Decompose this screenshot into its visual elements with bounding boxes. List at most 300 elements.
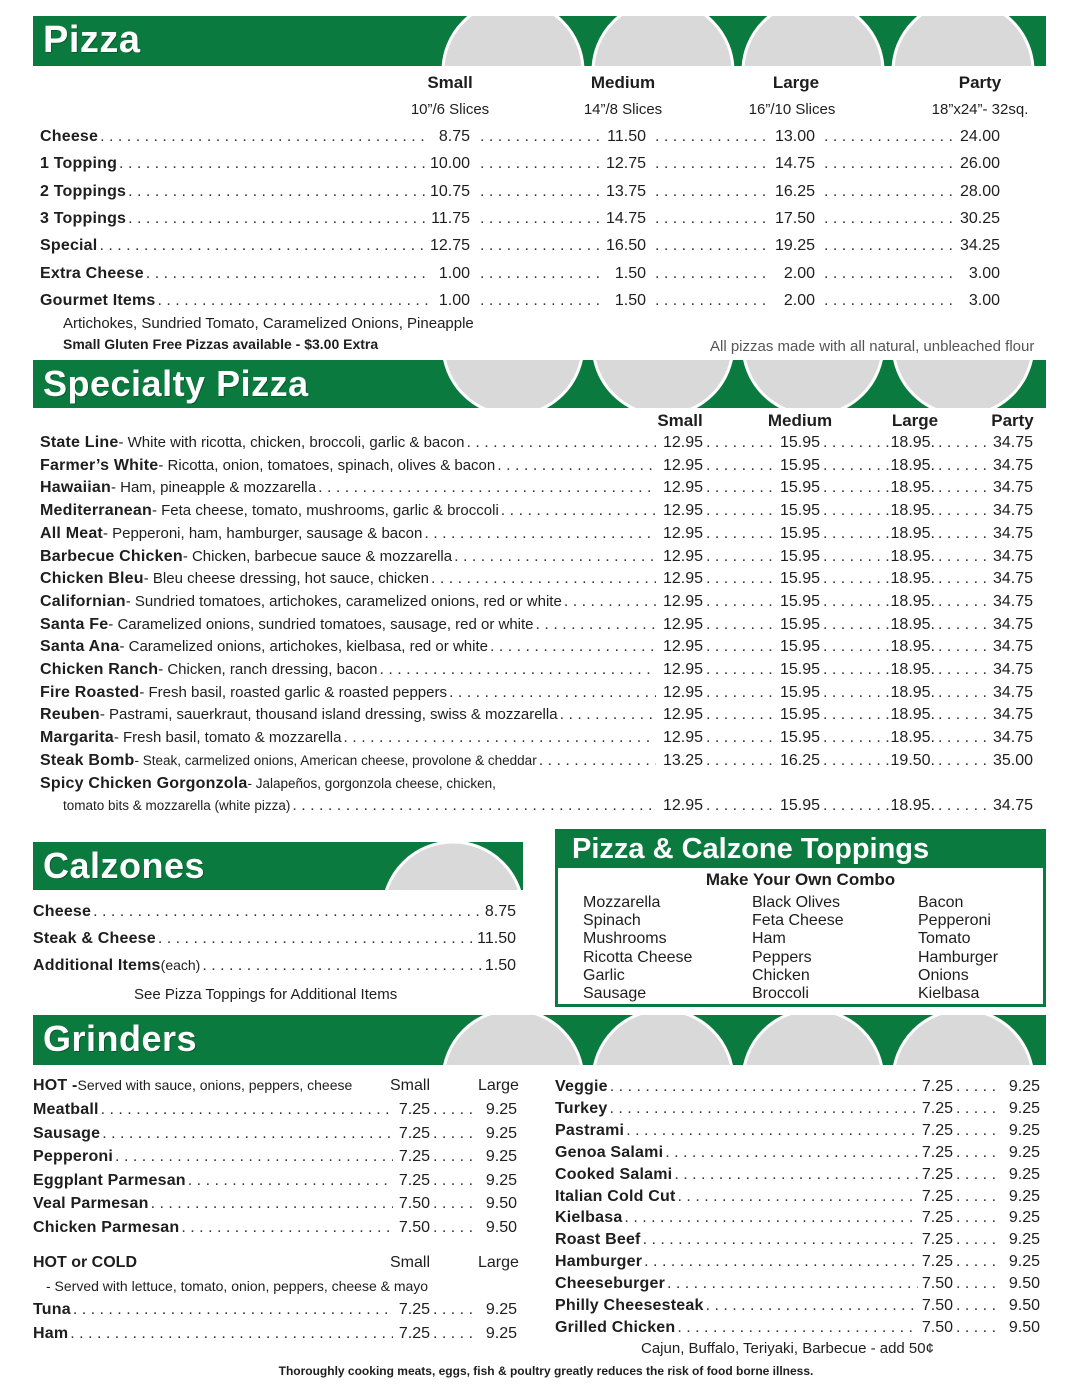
dot-leader — [956, 1188, 997, 1206]
specialty-banner — [33, 360, 1046, 408]
grinder-item-name: Kielbasa — [555, 1209, 623, 1227]
specialty-price: 18.95. — [890, 570, 935, 588]
specialty-item-desc-2: tomato bits & mozzarella (white pizza) — [63, 798, 291, 813]
specialty-item-name: Hawaiian — [40, 479, 111, 497]
pizza-size-party-detail: 18”x24”- 32sq. — [931, 101, 1029, 118]
specialty-price: 16.25 — [779, 751, 820, 769]
dot-leader — [655, 292, 769, 310]
specialty-price: 35.00 — [992, 751, 1033, 769]
specialty-row-santa-ana — [40, 638, 658, 656]
grinder-hotcold-item-name: Tuna — [33, 1301, 71, 1318]
topping-broccoli: Broccoli — [752, 985, 809, 1002]
grinder-row-philly-cheesesteak — [555, 1297, 920, 1315]
specialty-price: 18.95. — [890, 434, 935, 451]
dot-leader — [706, 638, 774, 656]
specialty-item-name: Farmer’s White — [40, 456, 159, 474]
specialty-item-desc: - Caramelized onions, artichokes, kielbasa, red or white — [119, 638, 488, 656]
pizza-banner — [33, 16, 1046, 66]
specialty-row-californian — [40, 593, 658, 611]
dot-leader — [706, 479, 774, 497]
grinder-hot-price-large: 9.50 — [485, 1195, 517, 1213]
grinder-price-small: 7.25 — [921, 1187, 953, 1205]
hot-size-small: Small — [390, 1077, 431, 1094]
dot-leader — [706, 525, 774, 543]
dot-leader — [610, 1078, 918, 1096]
grinder-row-roast-beef — [555, 1231, 920, 1249]
grinder-row-cheeseburger — [555, 1275, 920, 1293]
grinder-hot-price-large: 9.25 — [485, 1171, 517, 1189]
specialty-price: 18.95. — [890, 547, 935, 565]
grinder-hot-price-small: 7.50 — [398, 1219, 430, 1236]
dot-leader — [938, 752, 987, 770]
specialty-item-name: Reuben — [40, 706, 100, 724]
dot-leader — [706, 548, 774, 566]
grinder-hot-item-name: Pepperoni — [33, 1148, 114, 1166]
grinder-hot-price-large: 9.50 — [485, 1219, 517, 1236]
dot-leader — [480, 128, 600, 146]
grinder-price-large: 9.25 — [1008, 1231, 1040, 1249]
dot-leader — [181, 1219, 393, 1237]
dot-leader — [497, 457, 656, 475]
specialty-price: 18.95. — [890, 661, 935, 678]
dot-leader — [677, 1319, 918, 1337]
pizza-price: 14.75 — [774, 155, 815, 173]
pizza-price: 16.50 — [605, 237, 646, 255]
pizza-row-special — [40, 237, 430, 255]
grinder-price-small: 7.25 — [921, 1121, 953, 1139]
dot-leader — [706, 706, 774, 724]
pizza-price: 1.00 — [438, 291, 470, 309]
dot-leader — [938, 684, 987, 702]
dot-leader — [823, 593, 889, 611]
grinder-price-small: 7.25 — [921, 1165, 953, 1183]
specialty-price: 34.75 — [992, 456, 1033, 474]
specialty-price: 15.95 — [779, 661, 820, 678]
pizza-row-gourmet-items — [40, 292, 430, 310]
dot-leader — [480, 237, 600, 255]
pizza-price: 34.25 — [959, 237, 1000, 255]
grinder-row-grilled-chicken — [555, 1319, 920, 1337]
pizza-item-name: 3 Toppings — [40, 209, 127, 227]
grinder-price-small: 7.25 — [921, 1231, 953, 1249]
grinder-price-large: 9.25 — [1008, 1253, 1040, 1271]
specialty-item-desc: - Ricotta, onion, tomatoes, spinach, olives & bacon — [158, 456, 496, 474]
dot-leader — [188, 1172, 393, 1190]
pizza-price: 1.50 — [614, 264, 646, 282]
specialty-item-desc: - Bleu cheese dressing, hot sauce, chicken — [143, 570, 429, 588]
dot-leader — [128, 210, 428, 228]
specialty-item-desc: - Fresh basil, roasted garlic & roasted peppers — [139, 683, 447, 701]
specialty-price: 18.95. — [890, 797, 935, 814]
dot-leader — [93, 903, 483, 921]
grinder-price-small: 7.50 — [921, 1318, 953, 1336]
specialty-item-desc: - Pastrami, sauerkraut, thousand island dressing, swiss & mozzarella — [99, 706, 558, 724]
dot-leader — [824, 128, 954, 146]
specialty-price: 34.75 — [992, 524, 1033, 542]
toppings-title: Pizza & Calzone Toppings — [572, 833, 930, 865]
pizza-circles-decoration — [33, 16, 1046, 66]
calzone-item-name: Additional Items — [33, 957, 161, 974]
grinder-hot-price-large: 9.25 — [485, 1124, 517, 1142]
topping-hamburger: Hamburger — [918, 948, 999, 966]
grinder-row-italian-cold-cut — [555, 1188, 920, 1206]
grinder-price-large: 9.25 — [1008, 1143, 1040, 1161]
pizza-price: 3.00 — [968, 264, 1000, 282]
dot-leader — [956, 1144, 997, 1162]
dot-leader — [202, 957, 483, 975]
topping-ricotta-cheese: Ricotta Cheese — [583, 948, 693, 966]
pizza-price: 14.75 — [605, 209, 646, 227]
specialty-row-chicken-ranch — [40, 661, 658, 679]
pizza-size-small: Small — [427, 73, 473, 92]
specialty-item-name: Spicy Chicken Gorgonzola — [40, 775, 248, 792]
grinder-hot-row-pepperoni — [33, 1148, 395, 1166]
gourmet-list: Artichokes, Sundried Tomato, Caramelized Onions, Pineapple — [63, 315, 474, 332]
pizza-price: 30.25 — [959, 209, 1000, 227]
dot-leader — [539, 752, 656, 770]
specialty-price: 15.95 — [779, 479, 820, 497]
dot-leader — [824, 237, 954, 255]
specialty-item-desc: - Fresh basil, tomato & mozzarella — [113, 729, 342, 747]
pizza-size-party: Party — [958, 73, 1002, 92]
dot-leader — [706, 684, 774, 702]
specialty-item-desc: - Ham, pineapple & mozzarella — [110, 479, 317, 497]
dot-leader — [938, 616, 987, 634]
calzone-price: 1.50 — [484, 957, 516, 974]
specialty-price: 15.95 — [779, 456, 820, 474]
dot-leader — [706, 661, 774, 679]
dot-leader — [938, 706, 987, 724]
specialty-item-name: All Meat — [40, 524, 103, 542]
specialty-price: 18.95. — [890, 683, 935, 701]
grinder-hot-row-veal-parmesan — [33, 1195, 395, 1213]
grinder-item-name: Cheeseburger — [555, 1275, 665, 1293]
calzone-item-extra: (each) — [160, 957, 201, 973]
pizza-price: 16.25 — [774, 182, 815, 200]
dot-leader — [73, 1301, 393, 1319]
specialty-price: 15.95 — [779, 592, 820, 610]
hotcold-size-small: Small — [390, 1254, 431, 1271]
pizza-title: Pizza — [43, 19, 141, 61]
specialty-price: 34.75 — [992, 683, 1033, 701]
pizza-price: 11.50 — [607, 128, 646, 145]
specialty-item-desc: - Feta cheese, tomato, mushrooms, garlic & broccoli — [151, 502, 499, 520]
dot-leader — [480, 183, 600, 201]
specialty-price: 15.95 — [779, 524, 820, 542]
specialty-price: 12.95 — [662, 706, 703, 724]
specialty-price: 12.95 — [662, 592, 703, 610]
hot-label: HOT - — [33, 1077, 78, 1094]
dot-leader — [480, 210, 600, 228]
topping-pepperoni: Pepperoni — [918, 912, 991, 930]
grinder-item-name: Philly Cheesesteak — [555, 1297, 704, 1314]
grinder-hotcold-row-tuna — [33, 1301, 395, 1319]
pizza-price: 17.50 — [774, 209, 815, 227]
pizza-price: 13.00 — [774, 128, 815, 145]
grinder-hot-price-small: 7.50 — [398, 1195, 430, 1213]
toppings-subtitle: Make Your Own Combo — [705, 870, 896, 889]
grinder-hotcold-price-large: 9.25 — [485, 1301, 517, 1318]
sauce-note: Cajun, Buffalo, Teriyaki, Barbecue - add 50¢ — [641, 1340, 934, 1357]
specialty-price: 34.75 — [992, 570, 1033, 588]
dot-leader — [823, 729, 889, 747]
pizza-price: 10.00 — [429, 155, 470, 173]
grinder-hot-item-name: Meatball — [33, 1101, 99, 1118]
dot-leader — [379, 661, 656, 679]
dot-leader — [102, 1125, 393, 1143]
specialty-row-state-line — [40, 434, 658, 452]
grinder-hotcold-price-small: 7.25 — [398, 1324, 430, 1342]
dot-leader — [655, 210, 769, 228]
grinder-hotcold-price-small: 7.25 — [398, 1301, 430, 1318]
grinder-hot-item-name: Eggplant Parmesan — [33, 1171, 186, 1189]
specialty-price: 34.75 — [992, 638, 1033, 656]
hotcold-label: HOT or COLD — [33, 1254, 137, 1271]
dot-leader — [823, 616, 889, 634]
specialty-item-name: Barbecue Chicken — [40, 547, 183, 565]
specialty-item-name: Margarita — [40, 729, 114, 747]
specialty-row-chicken-bleu — [40, 570, 658, 588]
specialty-item-name: Santa Fe — [40, 615, 109, 633]
dot-leader — [706, 434, 774, 452]
dot-leader — [433, 1195, 474, 1213]
dot-leader — [824, 265, 954, 283]
grinder-hot-item-name: Sausage — [33, 1124, 101, 1142]
grinder-hot-price-small: 7.25 — [398, 1101, 430, 1118]
specialty-size-small: Small — [657, 411, 703, 430]
dot-leader — [480, 265, 600, 283]
grinder-price-large: 9.50 — [1008, 1275, 1040, 1293]
dot-leader — [101, 1101, 393, 1119]
dot-leader — [824, 183, 954, 201]
dot-leader — [706, 502, 774, 520]
hotcold-size-large: Large — [478, 1254, 519, 1271]
pizza-row-1-topping — [40, 155, 430, 173]
grinder-item-name: Turkey — [555, 1099, 608, 1117]
dot-leader — [956, 1253, 997, 1271]
dot-leader — [655, 265, 769, 283]
specialty-price: 34.75 — [992, 434, 1033, 451]
topping-ham: Ham — [752, 930, 786, 948]
pizza-row-3-toppings — [40, 210, 430, 228]
dot-leader — [158, 292, 428, 310]
footer-note: Thoroughly cooking meats, eggs, fish & poultry greatly reduces the risk of food borne illness. — [278, 1364, 814, 1378]
grinder-price-small: 7.50 — [921, 1297, 953, 1314]
dot-leader — [490, 638, 656, 656]
dot-leader — [678, 1188, 918, 1206]
specialty-price: 12.95 — [662, 434, 703, 451]
dot-leader — [433, 1101, 474, 1119]
dot-leader — [609, 1100, 918, 1118]
pizza-price: 19.25 — [774, 237, 815, 255]
dot-leader — [823, 661, 889, 679]
specialty-price: 15.95 — [779, 797, 820, 814]
specialty-price: 18.95. — [890, 706, 935, 724]
dot-leader — [454, 548, 656, 566]
grinder-hot-price-large: 9.25 — [485, 1101, 517, 1118]
dot-leader — [564, 593, 656, 611]
dot-leader — [823, 457, 889, 475]
grinder-row-turkey — [555, 1100, 920, 1118]
dot-leader — [938, 479, 987, 497]
specialty-price: 15.95 — [779, 547, 820, 565]
specialty-price: 12.95 — [662, 479, 703, 497]
calzone-row-steak-cheese — [33, 930, 516, 948]
dot-leader — [824, 210, 954, 228]
specialty-price: 12.95 — [662, 456, 703, 474]
topping-black-olives: Black Olives — [752, 894, 841, 911]
dot-leader — [956, 1078, 997, 1096]
pizza-size-large-detail: 16”/10 Slices — [748, 101, 836, 118]
pizza-price: 3.00 — [968, 291, 1000, 309]
dot-leader — [665, 1144, 918, 1162]
grinder-hot-item-name: Veal Parmesan — [33, 1195, 149, 1213]
pizza-item-name: 1 Topping — [40, 155, 118, 173]
dot-leader — [823, 684, 889, 702]
dot-leader — [424, 525, 656, 543]
pizza-price: 26.00 — [959, 155, 1000, 173]
specialty-price: 18.95. — [890, 524, 935, 542]
dot-leader — [100, 128, 428, 146]
dot-leader — [433, 1125, 474, 1143]
dot-leader — [956, 1100, 997, 1118]
specialty-item-desc: - Steak, carmelized onions, American cheese, provolone & cheddar — [134, 752, 537, 768]
dot-leader — [536, 616, 656, 634]
specialty-item-name: Californian — [40, 592, 126, 610]
grinder-price-large: 9.50 — [1008, 1297, 1040, 1314]
dot-leader — [667, 1275, 918, 1293]
specialty-price: 34.75 — [992, 547, 1033, 565]
topping-mozzarella: Mozzarella — [583, 894, 661, 911]
dot-leader — [938, 661, 987, 679]
dot-leader — [466, 434, 656, 452]
dot-leader — [655, 183, 769, 201]
specialty-price: 12.95 — [662, 729, 703, 747]
topping-garlic: Garlic — [583, 966, 625, 984]
specialty-row-spicy-chicken-gorgonzola-cont — [63, 797, 658, 815]
grinder-price-small: 7.50 — [921, 1275, 953, 1293]
specialty-row-all-meat — [40, 525, 658, 543]
dot-leader — [938, 548, 987, 566]
dot-leader — [938, 797, 987, 815]
grinder-price-large: 9.25 — [1008, 1099, 1040, 1117]
calzone-item-name: Steak & Cheese — [33, 930, 156, 947]
grinder-price-large: 9.25 — [1008, 1187, 1040, 1205]
specialty-item-name: Fire Roasted — [40, 683, 140, 701]
grinder-hot-price-large: 9.25 — [485, 1148, 517, 1166]
grinder-hot-row-eggplant-parmesan — [33, 1172, 395, 1190]
dot-leader — [938, 593, 987, 611]
calzones-title: Calzones — [43, 845, 206, 886]
grinder-price-small: 7.25 — [921, 1209, 953, 1227]
specialty-row-reuben — [40, 706, 658, 724]
topping-tomato: Tomato — [918, 930, 971, 948]
grinders-title: Grinders — [43, 1018, 198, 1059]
dot-leader — [938, 525, 987, 543]
pizza-price: 12.75 — [605, 155, 646, 173]
topping-bacon: Bacon — [918, 894, 964, 911]
dot-leader — [431, 570, 656, 588]
dot-leader — [823, 752, 889, 770]
grinder-item-name: Cooked Salami — [555, 1165, 673, 1183]
specialty-row-farmer-s-white — [40, 457, 658, 475]
specialty-price: 18.95. — [890, 638, 935, 656]
specialty-price: 12.95 — [662, 615, 703, 633]
specialty-item-name: Santa Ana — [40, 638, 120, 656]
grinder-hotcold-row-ham — [33, 1325, 395, 1343]
grinder-hot-item-name: Chicken Parmesan — [33, 1219, 180, 1236]
dot-leader — [151, 1195, 393, 1213]
topping-spinach: Spinach — [583, 912, 641, 930]
specialty-row-mediterranean — [40, 502, 658, 520]
dot-leader — [70, 1325, 393, 1343]
pizza-price: 10.75 — [429, 182, 470, 200]
dot-leader — [318, 479, 656, 497]
topping-chicken: Chicken — [752, 966, 810, 984]
dot-leader — [343, 729, 656, 747]
specialty-price: 18.95. — [890, 502, 935, 520]
specialty-item-desc: - Pepperoni, ham, hamburger, sausage & bacon — [102, 524, 423, 542]
grinder-price-small: 7.25 — [921, 1253, 953, 1271]
specialty-item-name: Chicken Bleu — [40, 570, 144, 588]
pizza-item-name: Special — [40, 237, 98, 255]
dot-leader — [706, 1297, 918, 1315]
specialty-item-desc: - Sundried tomatoes, artichokes, caramelized onions, red or white — [125, 592, 562, 610]
specialty-price: 34.75 — [992, 661, 1033, 678]
dot-leader — [823, 502, 889, 520]
pizza-size-medium-detail: 14”/8 Slices — [583, 101, 663, 118]
dot-leader — [824, 292, 954, 310]
specialty-price: 34.75 — [992, 592, 1033, 610]
specialty-size-party: Party — [991, 411, 1034, 430]
dot-leader — [823, 434, 889, 452]
grinder-row-genoa-salami — [555, 1144, 920, 1162]
dot-leader — [823, 548, 889, 566]
grinder-row-cooked-salami — [555, 1166, 920, 1184]
dot-leader — [938, 570, 987, 588]
pizza-price: 8.75 — [438, 128, 470, 145]
calzone-row-cheese — [33, 903, 516, 921]
topping-kielbasa: Kielbasa — [918, 985, 980, 1002]
flour-note: All pizzas made with all natural, unbleached flour — [710, 338, 1035, 355]
grinder-row-veggie — [555, 1078, 920, 1096]
specialty-row-spicy-chicken-gorgonzola — [40, 775, 496, 793]
pizza-price: 2.00 — [783, 291, 815, 309]
dot-leader — [706, 570, 774, 588]
dot-leader — [501, 502, 656, 520]
pizza-price: 1.00 — [438, 264, 470, 282]
specialty-item-desc: - White with ricotta, chicken, broccoli, garlic & bacon — [118, 434, 465, 451]
specialty-title: Specialty Pizza — [43, 363, 309, 404]
specialty-price: 12.95 — [662, 638, 703, 656]
hot-size-large: Large — [478, 1077, 519, 1094]
dot-leader — [643, 1231, 918, 1249]
specialty-price: 18.95. — [890, 479, 935, 497]
dot-leader — [706, 616, 774, 634]
hot-desc: Served with sauce, onions, peppers, cheese — [77, 1077, 353, 1093]
pizza-price: 28.00 — [959, 182, 1000, 200]
specialty-item-name: Chicken Ranch — [40, 661, 159, 678]
dot-leader — [938, 502, 987, 520]
pizza-price: 2.00 — [783, 264, 815, 282]
pizza-size-large: Large — [772, 73, 820, 92]
grinder-price-small: 7.25 — [921, 1143, 953, 1161]
grinders-banner — [33, 1015, 1046, 1065]
topping-sausage: Sausage — [583, 985, 647, 1002]
specialty-price: 34.75 — [992, 615, 1033, 633]
topping-mushrooms: Mushrooms — [583, 930, 667, 948]
pizza-price: 1.50 — [614, 291, 646, 309]
